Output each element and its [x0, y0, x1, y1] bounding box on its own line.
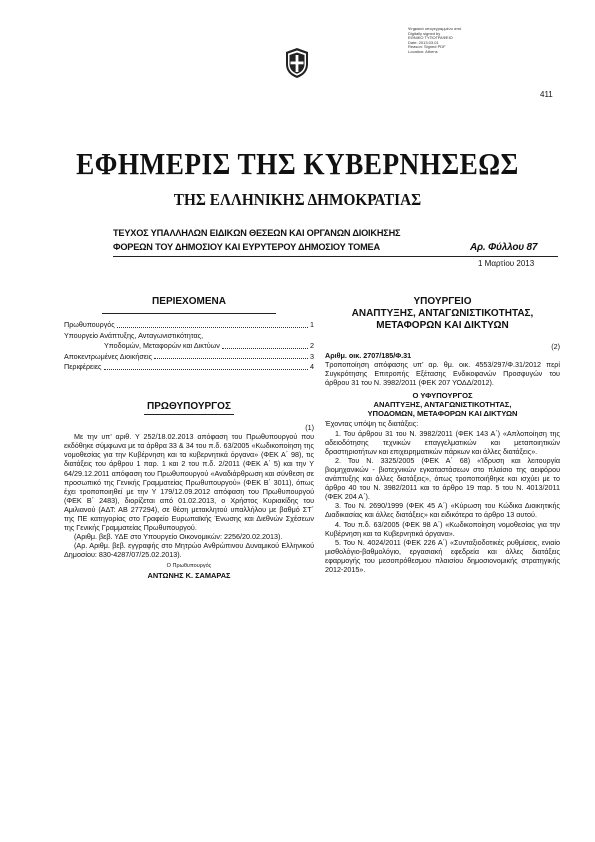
toc-leader	[104, 362, 308, 370]
page-number: 411	[540, 90, 553, 99]
issue-line-1: ΤΕΥΧΟΣ ΥΠΑΛΛΗΛΩΝ ΕΙΔΙΚΩΝ ΘΕΣΕΩΝ ΚΑΙ ΟΡΓΑΝΩΝ ΔΙΟΙΚΗΣΗΣ	[113, 228, 401, 238]
section-heading-rule	[144, 414, 234, 415]
legal-point: 2. Του Ν. 3325/2005 (ΦΕΚ Α΄ 68) «Ίδρυση και λειτουργία βιομηχανικών - βιοτεχνικών εγκαταστάσεων στο πλαίσιο της αειφόρου ανάπτυξης και άλλες διατάξεις», όπως τροποποιήθηκε και ισχύει με το άρθρο 40 του Ν. 3982/2011 και το άρθρο 19 παρ. 5 του Ν. 4013/2011 (ΦΕΚ 204 Α΄).	[325, 455, 560, 502]
toc-item[interactable]	[64, 352, 314, 363]
stamp-line: Location: Athens	[408, 48, 438, 54]
body-paragraph: (Αρ. Αριθμ. βεβ. εγγραφής στο Μητρώο Ανθρώπινου Δυναμικού Ελληνικού Δημοσίου: 830-4287/07/25.02.2013).	[64, 541, 314, 560]
ministry-heading-line: ΥΠΟΥΡΓΕΙΟ	[413, 296, 472, 307]
legal-point: 1. Του άρθρου 31 του Ν. 3982/2011 (ΦΕΚ 143 Α΄) «Απλοποίηση της αδειοδότησης τεχνικών επαγγελματικών και μεταποιητικών δραστηριοτήτων και επιχειρηματικών πάρκων και άλλες διατάξεις».	[325, 428, 560, 456]
item-number: (2)	[551, 342, 560, 351]
gazette-title: ΕΦΗΜΕΡΙΣ ΤΗΣ ΚΥΒΕΡΝΗΣΕΩΣ	[76, 146, 519, 181]
item-number: (1)	[305, 423, 314, 433]
body-paragraph: (Αριθμ. βεβ. ΥΔΕ στο Υπουργείο Οικονομικών: 2256/20.02.2013).	[74, 532, 283, 542]
minister-heading-line: ΥΠΟΔΟΜΩΝ, ΜΕΤΑΦΟΡΩΝ ΚΑΙ ΔΙΚΤΥΩΝ	[367, 409, 518, 419]
minister-heading	[325, 391, 560, 418]
signature-name: ΑΝΤΩΝΗΣ Κ. ΣΑΜΑΡΑΣ	[147, 570, 231, 580]
stamp-line: Digitally signed by	[408, 30, 441, 36]
toc-item-label: Υπουργείο Ανάπτυξης, Ανταγωνιστικότητας,	[64, 330, 204, 340]
ministry-heading	[325, 296, 560, 332]
legal-point: 3. Του Ν. 2690/1999 (ΦΕΚ 45 Α΄) «Κύρωση του Κώδικα Διοικητικής Διαδικασίας και άλλες διατάξεις» και ειδικότερα το άρθρο 13 αυτού.	[325, 501, 560, 520]
toc-heading: ΠΕΡΙΕΧΟΜΕΝΑ	[152, 296, 226, 307]
toc-leader	[117, 320, 308, 328]
reference-number: Αριθμ. οικ. 2707/185/Φ.31	[325, 351, 412, 361]
considering-line: Έχοντας υπόψη τις διατάξεις:	[325, 419, 419, 429]
toc-item-page: 4	[310, 362, 314, 371]
toc-leader	[222, 341, 308, 349]
issue-line-2: ΦΟΡΕΩΝ ΤΟΥ ΔΗΜΟΣΙΟΥ ΚΑΙ ΕΥΡΥΤΕΡΟΥ ΔΗΜΟΣΙΟΥ ΤΟΜΕΑ	[113, 242, 380, 252]
stamp-line: Reason: Signed PDF	[408, 44, 446, 50]
stamp-line: Date: 2013.03.01	[408, 39, 439, 45]
ministry-heading-line: ΜΕΤΑΦΟΡΩΝ ΚΑΙ ΔΙΚΤΥΩΝ	[376, 320, 509, 331]
decision-summary: Τροποποίηση απόφασης υπ’ αρ. θμ. οικ. 4553/297/Φ.31/2012 περί Συγκρότησης Επιτροπής Εξέτασης Ενδικοφανών Προσφυγών του άρθρου 31 του Ν. 3982/2011 (ΦΕΚ 207 ΥΟΔΔ/2012).	[325, 360, 560, 388]
toc-item[interactable]	[64, 320, 314, 331]
ministry-heading-line: ΑΝΑΠΤΥΞΗΣ, ΑΝΤΑΓΩΝΙΣΤΙΚΟΤΗΤΑΣ,	[351, 308, 534, 319]
sheet-number: Αρ. Φύλλου 87	[470, 242, 538, 253]
minister-heading-line: Ο ΥΦΥΠΟΥΡΓΟΣ	[412, 391, 473, 401]
table-of-contents	[64, 296, 314, 373]
signature-role: Ο Πρωθυπουργός	[166, 562, 212, 569]
right-column	[325, 296, 560, 574]
toc-item[interactable]	[64, 341, 314, 352]
digital-signature-stamp	[408, 27, 478, 55]
toc-item[interactable]	[64, 362, 314, 373]
left-column	[64, 402, 314, 580]
issue-date: 1 Μαρτίου 2013	[478, 259, 535, 268]
toc-item-page: 1	[310, 320, 314, 329]
coat-of-arms-icon	[284, 48, 310, 78]
body-paragraph: Με την υπ’ αριθ. Υ 252/18.02.2013 απόφαση του Πρωθυπουργού που εκδόθηκε σύμφωνα με τα άρθρα 33 & 34 του π.δ. 63/2005 «Κωδικοποίηση της νομοθεσίας για την Κυβέρνηση και τα κυβερνητικά όργανα» (ΦΕΚ Α΄ 98), τις διατάξεις του άρθρου 1 παρ. 1 και 2 του π.δ. 2/2011 (ΦΕΚ Α΄ 5) και την Υ 64/29.12.2011 απόφαση του Πρωθυπουργού «Αναδιάρθρωση και σύνθεση σε προσωπικό της Γενικής Γραμματείας Πρωθυπουργού» (ΦΕΚ Β΄ 3011), όπως έχει τροποποιηθεί με την Υ 179/12.09.2012 απόφαση του Πρωθυπουργού (ΦΕΚ Β΄ 2483), διορίζεται από 01.02.2013, ο Χρήστος Κυριακίδης του Αμιλιανού (ΑΔΤ: ΑΒ 277294), σε θέση μετακλητού υπαλλήλου με βαθμό ΣΤ΄ της ΠΕ κατηγορίας στο Γραφείο Ευρωπαϊκής Ένωσης και Διεθνών Σχέσεων της Γενικής Γραμματείας Πρωθυπουργού.	[64, 432, 314, 533]
toc-item-page: 3	[310, 351, 314, 361]
toc-item-page: 2	[310, 341, 314, 350]
toc-item-label: Πρωθυπουργός	[64, 320, 115, 329]
toc-item[interactable]	[64, 331, 314, 342]
minister-heading-line: ΑΝΑΠΤΥΞΗΣ, ΑΝΤΑΓΩΝΙΣΤΙΚΟΤΗΤΑΣ,	[373, 400, 512, 410]
toc-leader	[154, 352, 308, 360]
section-heading: ΠΡΩΘΥΠΟΥΡΓΟΣ	[147, 401, 231, 412]
toc-heading-rule	[102, 313, 276, 314]
toc-item-label: Αποκεντρωμένες Διοικήσεις	[64, 351, 153, 361]
toc-item-label: Υποδομών, Μεταφορών και Δικτύων	[104, 341, 220, 350]
gazette-subtitle: ΤΗΣ ΕΛΛΗΝΙΚΗΣ ΔΗΜΟΚΡΑΤΙΑΣ	[173, 190, 422, 209]
stamp-line: ΕΘΝΙΚΟ ΤΥΠΟΓΡΑΦΕΙΟ	[408, 35, 453, 41]
header-rule	[113, 256, 558, 257]
stamp-line: Ψηφιακά υπογεγραμμένο από	[408, 26, 462, 31]
toc-item-label: Περιφέρειες	[64, 362, 102, 371]
legal-point: 4. Του π.δ. 63/2005 (ΦΕΚ 98 Α΄) «Κωδικοποίηση νομοθεσίας για την Κυβέρνηση και τα Κυβερνητικά όργανα».	[325, 519, 560, 538]
legal-point: 5. Του Ν. 4024/2011 (ΦΕΚ 226 Α΄) «Συνταξιοδοτικές ρυθμίσεις, ενιαίο μισθολόγιο-βαθμολόγιο, εργασιακή εφεδρεία και άλλες διατάξεις εφαρμογής του μεσοπρόθεσμου πλαισίου δημοσιονομικής στρατηγικής 2012-2015».	[325, 537, 560, 574]
